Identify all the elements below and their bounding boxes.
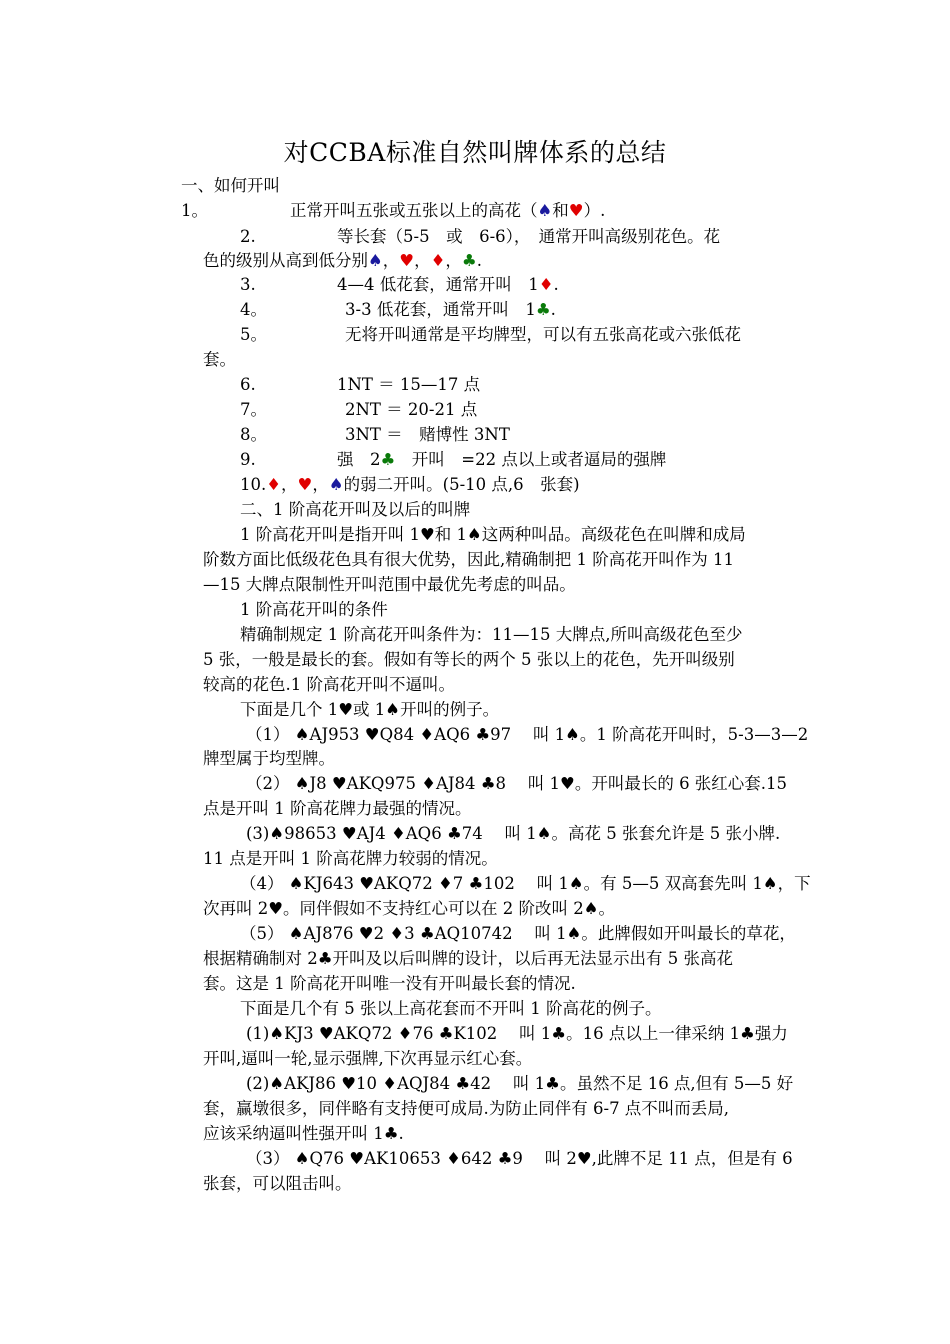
- example-6-line-2: 开叫,逼叫一轮,显示强牌,下次再显示红心套。: [203, 1049, 533, 1068]
- item-1-text: 正常开叫五张或五张以上的高花（♠和♥）.: [290, 201, 606, 220]
- examples-intro-1: 下面是几个 1♥或 1♠开叫的例子。: [240, 700, 500, 719]
- heart-icon: ♥: [399, 251, 415, 270]
- paragraph-1-line-2: 阶数方面比低级花色具有很大优势，因此,精确制把 1 阶高花开叫作为 11: [203, 550, 734, 569]
- examples-intro-2: 下面是几个有 5 张以上高花套而不开叫 1 阶高花的例子。: [240, 999, 662, 1018]
- club-icon: ♣: [461, 251, 477, 270]
- example-7-line-1: (2)♠AKJ86 ♥10 ♦AQJ84 ♣42 叫 1♣。虽然不足 16 点,但有 5—5 好: [246, 1074, 794, 1093]
- diamond-icon: ♦: [266, 475, 282, 494]
- club-icon: ♣: [535, 300, 551, 319]
- subheading-conditions: 1 阶高花开叫的条件: [240, 600, 388, 619]
- item-9-number: 9.: [240, 450, 256, 469]
- item-5-number: 5。: [240, 325, 267, 344]
- club-icon: ♣: [380, 450, 396, 469]
- example-2-line-2: 点是开叫 1 阶高花牌力最强的情况。: [203, 799, 472, 818]
- diamond-icon: ♦: [430, 251, 446, 270]
- paragraph-2-line-1: 精确制规定 1 阶高花开叫条件为：11—15 大牌点,所叫高级花色至少: [240, 625, 743, 644]
- paragraph-2-line-3: 较高的花色.1 阶高花开叫不逼叫。: [203, 675, 455, 694]
- item-5-continuation: 套。: [203, 350, 236, 369]
- example-3-line-2: 11 点是开叫 1 阶高花牌力较弱的情况。: [203, 849, 498, 868]
- item-2-number: 2.: [240, 227, 256, 246]
- item-8-text: 3NT ＝ 赌博性 3NT: [345, 425, 510, 444]
- example-6-line-1: (1)♠KJ3 ♥AKQ72 ♦76 ♣K102 叫 1♣。16 点以上一律采纳 1♣强力: [246, 1024, 788, 1043]
- example-7-line-3: 应该采纳逼叫性强开叫 1♣.: [203, 1124, 404, 1143]
- paragraph-1-line-1: 1 阶高花开叫是指开叫 1♥和 1♠这两种叫品。高级花色在叫牌和成局: [240, 525, 746, 544]
- spade-icon: ♠: [537, 201, 553, 220]
- item-3-text: 4—4 低花套，通常开叫 1♦.: [337, 275, 559, 294]
- item-7-text: 2NT ＝ 20-21 点: [345, 400, 478, 419]
- item-9-text: 强 2♣ 开叫 =22 点以上或者逼局的强牌: [337, 450, 667, 469]
- page-title: 对CCBA标准自然叫牌体系的总结: [283, 138, 667, 167]
- example-3-line-1: (3)♠98653 ♥AJ4 ♦AQ6 ♣74 叫 1♠。高花 5 张套允许是 5 张小牌.: [246, 824, 781, 843]
- diamond-icon: ♦: [538, 275, 554, 294]
- spade-icon: ♠: [328, 475, 344, 494]
- example-5-line-2: 根据精确制对 2♣开叫及以后叫牌的设计，以后再无法显示出有 5 张高花: [203, 949, 734, 968]
- example-5-line-3: 套。这是 1 阶高花开叫唯一没有开叫最长套的情况.: [203, 974, 576, 993]
- item-2-text: 等长套（5-5 或 6-6）， 通常开叫高级别花色。花: [337, 227, 721, 246]
- paragraph-1-line-3: —15 大牌点限制性开叫范围中最优先考虑的叫品。: [203, 575, 576, 594]
- example-8-line-1: （3） ♠Q76 ♥AK10653 ♦642 ♣9 叫 2♥,此牌不足 11 点，但是有 6: [246, 1149, 793, 1168]
- section-heading-2: 二、1 阶高花开叫及以后的叫牌: [240, 500, 471, 519]
- item-4-text: 3-3 低花套，通常开叫 1♣.: [345, 300, 556, 319]
- example-8-line-2: 张套，可以阻击叫。: [203, 1174, 352, 1193]
- item-6-text: 1NT ＝ 15—17 点: [337, 375, 481, 394]
- item-6-number: 6.: [240, 375, 256, 394]
- example-4-line-2: 次再叫 2♥。同伴假如不支持红心可以在 2 阶改叫 2♠。: [203, 899, 616, 918]
- example-2-line-1: （2） ♠J8 ♥AKQ975 ♦AJ84 ♣8 叫 1♥。开叫最长的 6 张红心套.15: [246, 774, 788, 793]
- item-4-number: 4。: [240, 300, 267, 319]
- item-3-number: 3.: [240, 275, 256, 294]
- item-8-number: 8。: [240, 425, 267, 444]
- example-4-line-1: （4） ♠KJ643 ♥AKQ72 ♦7 ♣102 叫 1♠。有 5—5 双高套先叫 1♠，下: [240, 874, 811, 893]
- section-heading-1: 一、如何开叫: [181, 176, 280, 195]
- paragraph-2-line-2: 5 张，一般是最长的套。假如有等长的两个 5 张以上的花色，先开叫级别: [203, 650, 735, 669]
- spade-icon: ♠: [368, 251, 383, 270]
- example-1-line-2: 牌型属于均型牌。: [203, 749, 335, 768]
- item-5-text: 无将开叫通常是平均牌型，可以有五张高花或六张低花: [345, 325, 741, 344]
- example-7-line-2: 套，赢墩很多，同伴略有支持便可成局.为防止同伴有 6-7 点不叫而丢局,: [203, 1099, 730, 1118]
- heart-icon: ♥: [568, 201, 584, 220]
- example-1-line-1: （1） ♠AJ953 ♥Q84 ♦AQ6 ♣97 叫 1♠。1 阶高花开叫时，5-3—3—2: [246, 725, 809, 744]
- item-10-text: 10.♦，♥，♠的弱二开叫。(5-10 点,6 张套): [240, 475, 580, 494]
- item-2-continuation: 色的级别从高到低分别♠，♥，♦，♣.: [203, 251, 482, 270]
- heart-icon: ♥: [297, 475, 313, 494]
- item-1-number: 1。: [181, 201, 208, 220]
- example-5-line-1: （5） ♠AJ876 ♥2 ♦3 ♣AQ10742 叫 1♠。此牌假如开叫最长的草花，: [240, 924, 796, 943]
- item-7-number: 7。: [240, 400, 267, 419]
